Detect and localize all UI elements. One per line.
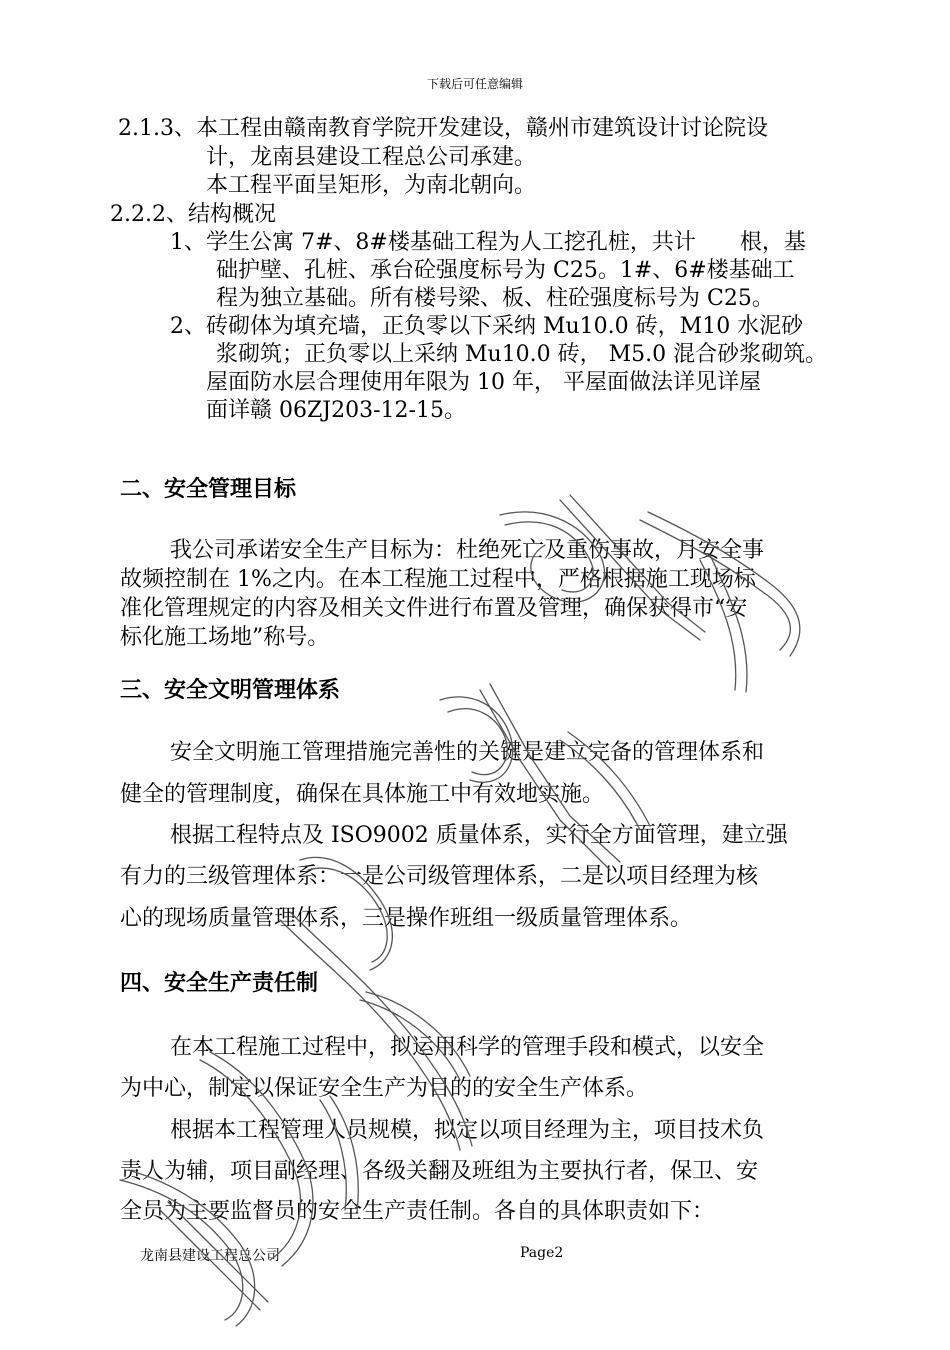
item2-line-1: 2、砖砌体为填充墙，正负零以下采纳 Mu10.0 砖，M10 水泥砂 [170, 314, 804, 339]
sec2-line-3: 准化管理规定的内容及相关文件进行布置及管理，确保获得市“安 [120, 596, 748, 621]
footer-company: 龙南县建设工程总公司 [140, 1248, 280, 1264]
item1-line-3: 程为独立基础。所有楼号梁、板、柱砼强度标号为 C25。 [216, 286, 774, 311]
item1-line-1: 1、学生公寓 7#、8#楼基础工程为人工挖孔桩，共计 根，基 [170, 230, 806, 255]
sec4-p2-line-1: 根据本工程管理人员规模，拟定以项目经理为主，项目技术负 [170, 1118, 765, 1143]
item2-line-2: 浆砌筑；正负零以上采纳 Mu10.0 砖， M5.0 混合砂浆砌筑。 [216, 342, 828, 367]
section-2-2-2-title: 2.2.2、结构概况 [110, 202, 276, 227]
header-note: 下载后可任意编辑 [426, 77, 523, 91]
sec3-p2-line-3: 心的现场质量管理体系，三是操作班组一级质量管理体系。 [120, 906, 693, 931]
sec4-p1-line-2: 为中心，制定以保证安全生产为目的的安全生产体系。 [120, 1076, 649, 1101]
sec3-p1-line-1: 安全文明施工管理措施完善性的关键是建立完备的管理体系和 [170, 740, 765, 765]
sec2-line-4: 标化施工场地”称号。 [120, 625, 330, 650]
sec3-p1-line-2: 健全的管理制度，确保在具体施工中有效地实施。 [120, 782, 605, 807]
section-2-1-3-line-3: 本工程平面呈矩形，为南北朝向。 [206, 173, 537, 198]
section-2-heading: 二、安全管理目标 [120, 477, 297, 502]
item1-line-2: 础护壁、孔桩、承台砼强度标号为 C25。1#、6#楼基础工 [216, 258, 795, 283]
item2-line-3: 屋面防水层合理使用年限为 10 年， 平屋面做法详见详屋 [206, 370, 761, 395]
section-3-heading: 三、安全文明管理体系 [120, 678, 341, 703]
sec4-p2-line-2: 责人为辅，项目副经理、各级关翻及班组为主要执行者，保卫、安 [120, 1159, 759, 1184]
sec3-p2-line-1: 根据工程特点及 ISO9002 质量体系，实行全方面管理，建立强 [170, 823, 788, 848]
sec4-p2-line-3: 全员为主要监督员的安全生产责任制。各自的具体职责如下： [120, 1199, 715, 1224]
sec2-line-1: 我公司承诺安全生产目标为：杜绝死亡及重伤事故，月安全事 [170, 538, 765, 563]
sec4-p1-line-1: 在本工程施工过程中，拟运用科学的管理手段和模式，以安全 [170, 1035, 765, 1060]
section-4-heading: 四、安全生产责任制 [120, 971, 319, 996]
section-2-1-3-line-1: 2.1.3、本工程由赣南教育学院开发建设，赣州市建筑设计讨论院设 [118, 116, 768, 141]
sec2-line-2: 故频控制在 1%之内。在本工程施工过程中，严格根据施工现场标 [120, 567, 756, 592]
footer-page-number: Page2 [520, 1245, 564, 1261]
section-2-1-3-line-2: 计，龙南县建设工程总公司承建。 [206, 145, 537, 170]
item2-line-4: 面详赣 06ZJ203-12-15。 [206, 398, 466, 423]
sec3-p2-line-2: 有力的三级管理体系：一是公司级管理体系，二是以项目经理为核 [120, 864, 759, 889]
